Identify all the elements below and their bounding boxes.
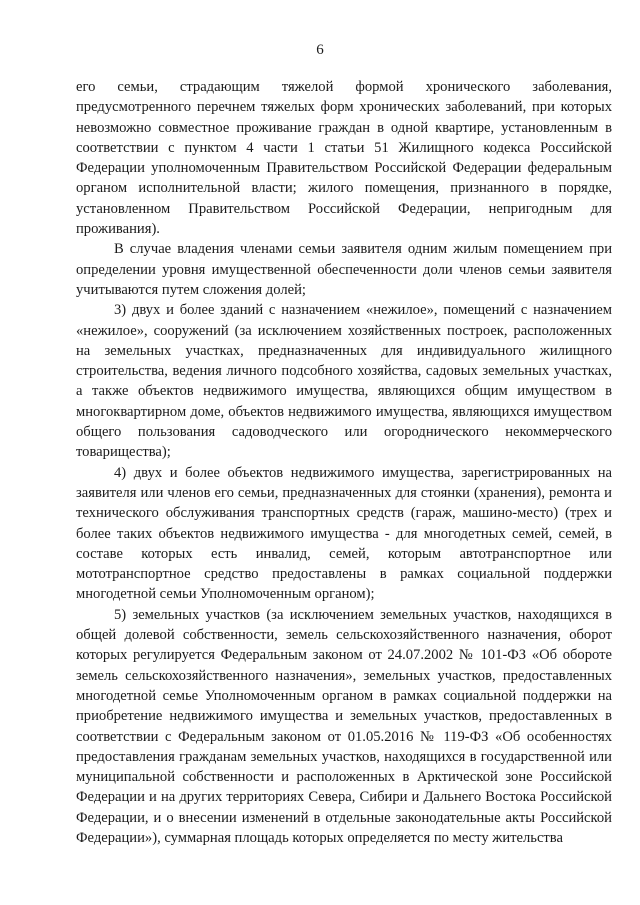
paragraph-shares: В случае владения членами семьи заявителя одним жилым помещением при определении уровня имущественной обеспеченности доли членов семьи заявителя учитываются путем сложения долей; <box>76 241 612 298</box>
paragraph-item-3: 3) двух и более зданий с назначением «нежилое», помещений с назначением «нежилое», сооружений (за исключением хозяйственных построек, расположенных на земельных участках, предназначенных для индивидуального жилищного строительства, ведения личного подсобного хозяйства, садовых земельных участках, а также объектов недвижимого имущества, являющихся общим имуществом в многоквартирном доме, объектов недвижимого имущества, являющихся имуществом общего пользования садоводческого или огороднического некоммерческого товарищества); <box>76 302 612 461</box>
paragraph-continuation: его семьи, страдающим тяжелой формой хронического заболевания, предусмотренного перечнем тяжелых форм хронических заболеваний, при которых невозможно совместное проживание граждан в одной квартире, установленным в соответствии с пунктом 4 части 1 статьи 51 Жилищного кодекса Российской Федерации уполномоченным Правительством Российской Федерации федеральным органом исполнительной власти; жилого помещения, признанного в порядке, установленном Правительством Российской Федерации, непригодным для проживания). <box>76 79 612 238</box>
document-body <box>76 77 612 848</box>
paragraph-item-4: 4) двух и более объектов недвижимого имущества, зарегистрированных на заявителя или членов его семьи, предназначенных для стоянки (хранения), ремонта и технического обслуживания транспортных средств (гараж, машино-место) (трех и более таких объектов недвижимого имущества - для многодетных семей, семей, в составе которых есть инвалид, семей, которым автотранспортное или мототранспортное средство предоставлены в рамках социальной поддержки многодетной семьи Уполномоченным органом); <box>76 464 612 603</box>
paragraph-item-5: 5) земельных участков (за исключением земельных участков, находящихся в общей долевой собственности, земель сельскохозяйственного назначения, оборот которых регулируется Федеральным законом от 24.07.2002 № 101-ФЗ «Об обороте земель сельскохозяйственного назначения», земельных участков, предоставленных многодетной семье Уполномоченным органом в рамках социальной поддержки на приобретение недвижимого имущества и земельных участков, предоставленных в соответствии с Федеральным законом от 01.05.2016 № 119-ФЗ «Об особенностях предоставления гражданам земельных участков, находящихся в государственной или муниципальной собственности и расположенных в Арктической зоне Российской Федерации и на других территориях Севера, Сибири и Дальнего Востока Российской Федерации, и о внесении изменений в отдельные законодательные акты Российской Федерации»), суммарная площадь которых определяется по месту жительства <box>76 606 612 846</box>
page-number: 6 <box>316 42 324 58</box>
